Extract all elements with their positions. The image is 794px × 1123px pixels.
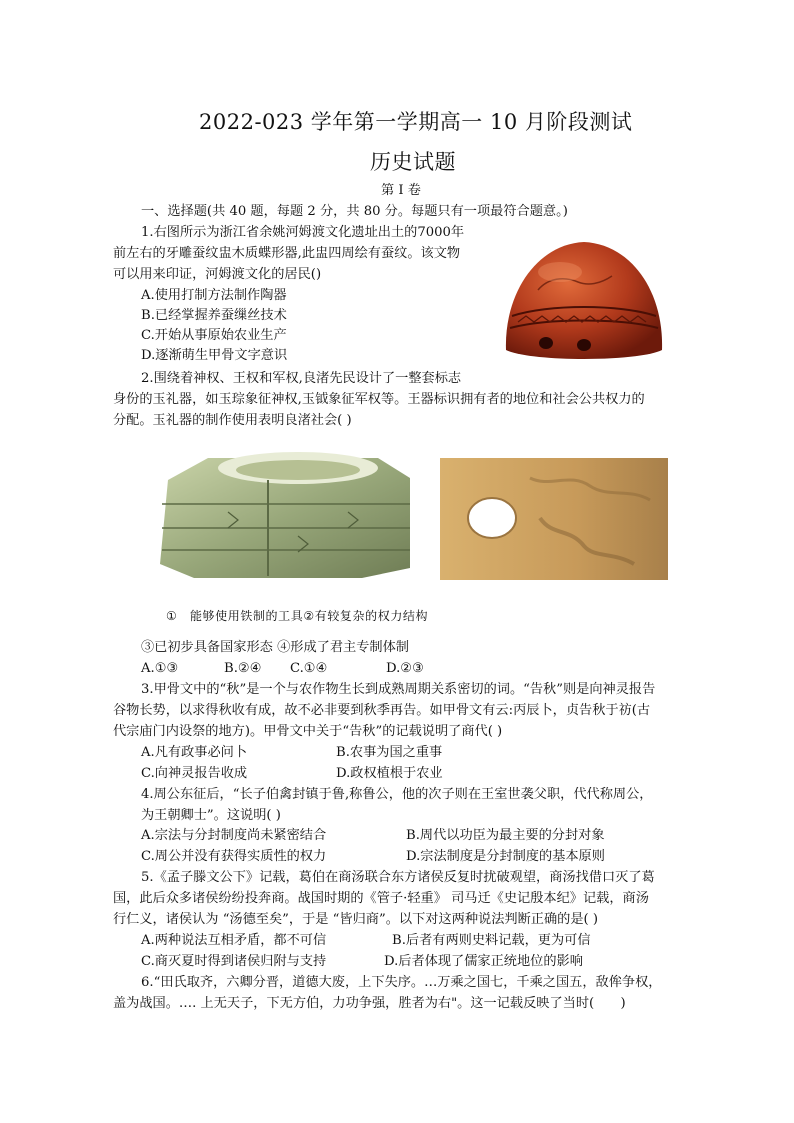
q3-option-d: D.政权植根于农业	[336, 766, 443, 781]
q4-option-d: D.宗法制度是分封制度的基本原则	[406, 849, 605, 864]
q3-option-c: C.向神灵报告收成	[141, 766, 248, 781]
q4-stem-line-1: 4.周公东征后，“长子伯禽封镇于鲁,称鲁公，他的次子则在王室世袭父职，代代称周公，	[141, 787, 653, 802]
q3-stem-line-3: 代宗庙门内设祭的地方)。甲骨文中关于“告秋”的记载说明了商代( )	[113, 724, 503, 739]
q4-option-a: A.宗法与分封制度尚未紧密结合	[141, 828, 327, 843]
q3-stem-line-2: 谷物长势，以求得秋收有成，故不必非要到秋季再告。如甲骨文有云:丙辰卜，贞告秋于祊(古	[113, 703, 651, 718]
q5-option-a: A.两种说法互相矛盾，都不可信	[141, 933, 327, 948]
q2-option-b: B.②④	[224, 661, 262, 676]
q1-stem-line-1: 1.右图所示为浙江省余姚河姆渡文化遗址出土的7000年	[141, 225, 465, 240]
q3-stem-line-1: 3.甲骨文中的“秋”是一个与农作物生长到成熟周期关系密切的词。“告秋”则是向神灵报告	[141, 682, 656, 697]
q2-option-c: C.①④	[290, 661, 328, 676]
q2-option-d: D.②③	[386, 661, 424, 676]
q3-option-b: B.农事为国之重事	[336, 745, 443, 760]
q2-stem-line-3: 分配。玉礼器的制作使用表明良渚社会( )	[113, 413, 352, 428]
q1-stem-line-2: 前左右的牙雕蚕纹盅木质蝶形器,此盅四周绘有蚕纹。该文物	[113, 246, 461, 261]
ivory-cup-image	[498, 232, 668, 374]
q2-stem-line-1: 2.围绕着神权、王权和军权,良渚先民设计了一整套标志	[141, 371, 462, 386]
q5-option-b: B.后者有两则史料记载，更为可信	[392, 933, 591, 948]
exam-subtitle: 历史试题	[370, 150, 456, 174]
q6-stem-line-2: 盖为战国。…. 上无天子，下无方伯，力功争强，胜者为右"。这一记载反映了当时( )	[113, 996, 626, 1011]
q5-stem-line-3: 行仁义，诸侯认为 “汤德至矣”，于是 “皆归商”。以下对这两种说法判断正确的是( )	[113, 912, 599, 927]
q3-option-a: A.凡有政事必问卜	[141, 745, 248, 760]
q2-items-2: ③已初步具备国家形态 ④形成了君主专制体制	[141, 640, 409, 655]
q5-stem-line-2: 国，此后众多诸侯纷纷投奔商。战国时期的《管子·轻重》 司马迁《史记殷本纪》记载，商汤	[113, 891, 649, 906]
q5-option-d: D.后者体现了儒家正统地位的影响	[384, 954, 583, 969]
q6-stem-line-1: 6.“田氏取齐，六卿分晋，道德大废，上下失序。…万乘之国七，千乘之国五，敌侔争权，	[141, 975, 662, 990]
q4-stem-line-2: 为王朝卿士”。这说明( )	[141, 808, 281, 823]
jade-cong-image	[148, 440, 420, 580]
q1-option-a: A.使用打制方法制作陶器	[141, 288, 287, 303]
q4-option-b: B.周代以功臣为最主要的分封对象	[406, 828, 605, 843]
q2-caption: ① 能够使用铁制的工具②有较复杂的权力结构	[166, 609, 429, 623]
q2-stem-line-2: 身份的玉礼器，如玉琮象征神权,玉钺象征军权等。王器标识拥有者的地位和社会公共权力的	[113, 392, 645, 407]
q5-option-c: C.商灭夏时得到诸侯归附与支持	[141, 954, 327, 969]
part-label: 第 I 卷	[381, 183, 421, 198]
q4-option-c: C.周公并没有获得实质性的权力	[141, 849, 327, 864]
q1-option-c: C.开始从事原始农业生产	[141, 328, 287, 343]
jade-yue-image	[440, 458, 668, 580]
q1-option-b: B.已经掌握养蚕缫丝技术	[141, 308, 287, 323]
q1-option-d: D.逐渐萌生甲骨文字意识	[141, 348, 288, 363]
section-heading: 一、选择题(共 40 题，每题 2 分，共 80 分。每题只有一项最符合题意。)	[141, 204, 568, 219]
q1-stem-line-3: 可以用来印证，河姆渡文化的居民()	[113, 267, 322, 282]
q2-option-a: A.①③	[141, 661, 179, 676]
q5-stem-line-1: 5.《孟子滕文公下》记载，葛伯在商汤联合东方诸侯反复时扰破观望，商汤找借口灭了葛	[141, 870, 655, 885]
exam-title: 2022-023 学年第一学期高一 10 月阶段测试	[199, 110, 633, 134]
